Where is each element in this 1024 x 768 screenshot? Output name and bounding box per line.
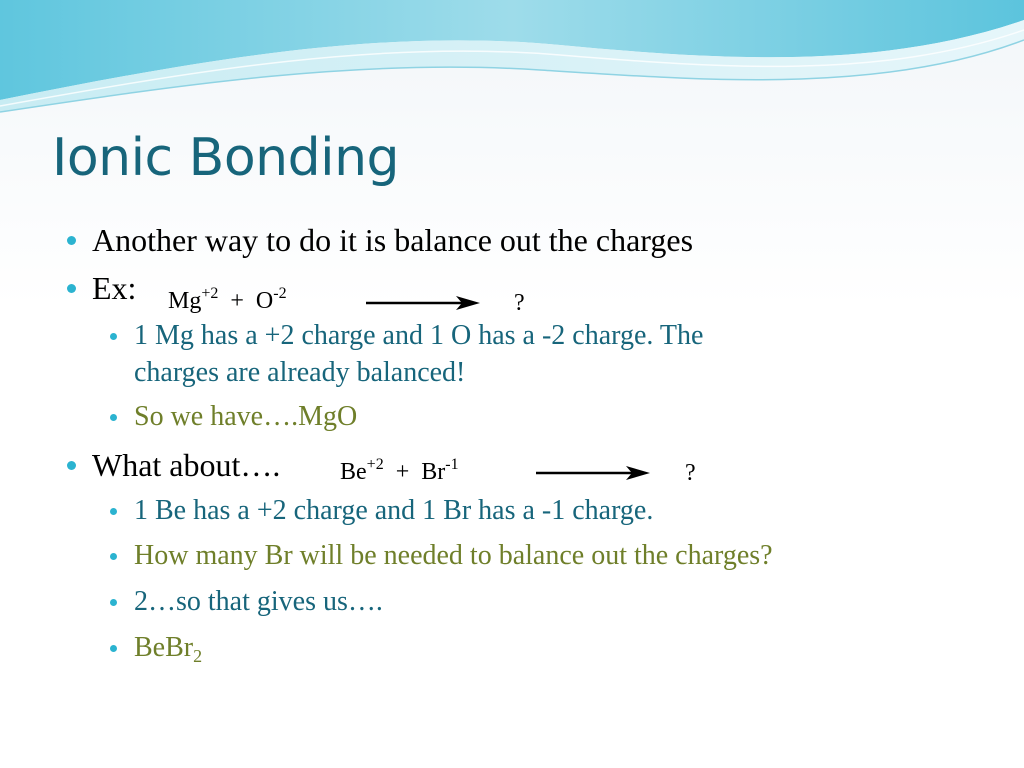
equation-mg-o bbox=[168, 285, 287, 315]
bullet-dot bbox=[67, 284, 76, 293]
plus-sign: + bbox=[395, 459, 410, 485]
reactant-be: Be bbox=[340, 459, 367, 485]
reactant-br: Br bbox=[421, 459, 446, 485]
sub-bullet-dot bbox=[110, 508, 117, 515]
sub-bullet-text: So we have….MgO bbox=[134, 401, 358, 432]
reactant-o: O bbox=[255, 288, 274, 314]
charge-br: -1 bbox=[445, 456, 459, 473]
sub-bullet-text: 1 Be has a +2 charge and 1 Br has a -1 charge. bbox=[134, 495, 654, 526]
formula-base: BeBr bbox=[134, 632, 194, 663]
sub-bullet-dot bbox=[110, 553, 117, 560]
sub-bullet-dot bbox=[110, 645, 117, 652]
bullet-text: Ex: bbox=[92, 270, 137, 306]
sub-bullet-dot bbox=[110, 333, 117, 340]
header-wave-decoration bbox=[0, 0, 1024, 120]
charge-mg: +2 bbox=[201, 285, 219, 302]
bullet-dot bbox=[67, 236, 76, 245]
product-unknown: ? bbox=[514, 290, 525, 316]
reactant-mg: Mg bbox=[168, 288, 202, 314]
bullet-text: Another way to do it is balance out the charges bbox=[92, 222, 694, 258]
reaction-arrow bbox=[366, 294, 482, 312]
bullet-text: What about…. bbox=[92, 447, 281, 483]
reaction-arrow bbox=[536, 464, 652, 482]
plus-sign: + bbox=[230, 288, 244, 314]
product-unknown: ? bbox=[685, 460, 696, 486]
sub-bullet-text: 1 Mg has a +2 charge and 1 O has a -2 charge. The bbox=[134, 320, 704, 351]
bullet-dot bbox=[67, 461, 76, 470]
sub-bullet-text: How many Br will be needed to balance out the charges? bbox=[134, 540, 773, 571]
sub-bullet-formula bbox=[134, 632, 202, 664]
charge-o: -2 bbox=[273, 285, 287, 302]
formula-subscript: 2 bbox=[193, 646, 203, 666]
equation-be-br bbox=[340, 456, 459, 486]
sub-bullet-dot bbox=[110, 599, 117, 606]
slide-title: Ionic Bonding bbox=[52, 128, 400, 188]
sub-bullet-text: 2…so that gives us…. bbox=[134, 586, 383, 617]
sub-bullet-text-cont: charges are already balanced! bbox=[134, 357, 466, 388]
charge-be: +2 bbox=[366, 456, 384, 473]
sub-bullet-dot bbox=[110, 414, 117, 421]
